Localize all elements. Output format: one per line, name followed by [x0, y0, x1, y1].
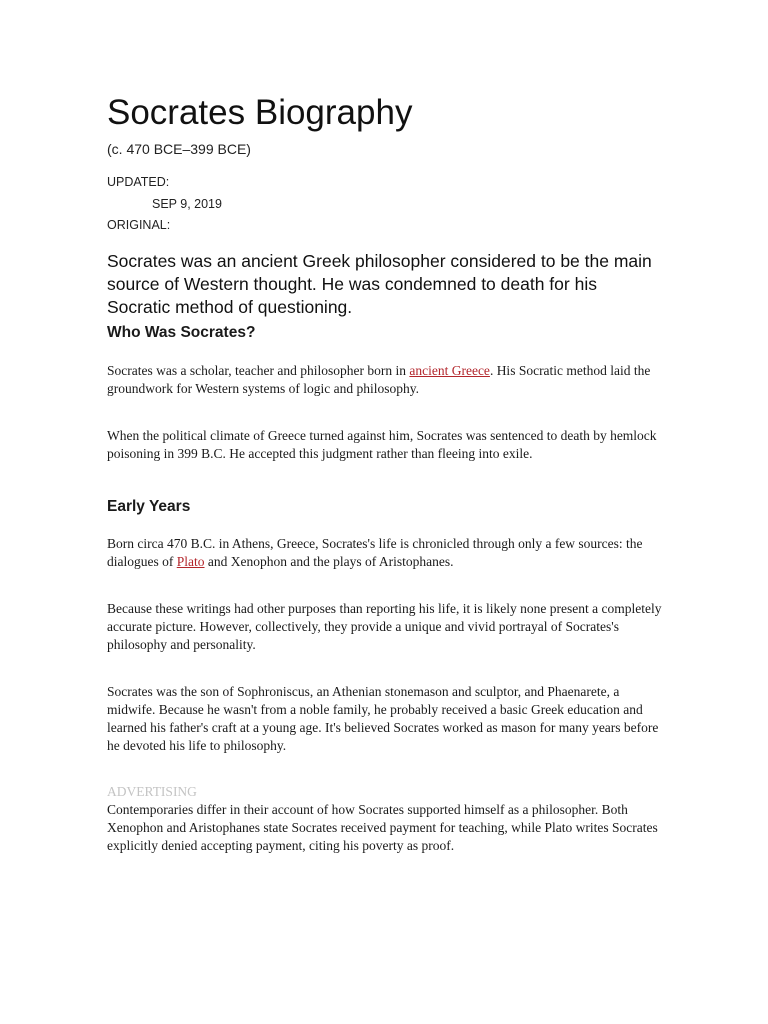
updated-date: SEP 9, 2019 [152, 197, 222, 211]
paragraph-early-4: Contemporaries differ in their account of how Socrates supported himself as a philosopher. Both Xenophon and Aristophanes state Socrates received payment for teaching, while Plato writes Socrates explicitly denied accepting payment, citing his poverty as proof. [107, 802, 658, 853]
paragraph-who-1 [107, 362, 663, 398]
updated-label: UPDATED: [107, 175, 170, 189]
paragraph-text: and Xenophon and the plays of Aristophanes. [204, 554, 454, 569]
plato-link[interactable]: Plato [176, 554, 205, 569]
paragraph-early-3: Socrates was the son of Sophroniscus, an Athenian stonemason and sculptor, and Phaenarete, a midwife. Because he wasn't from a noble family, he probably received a basic Greek education and learned his father's craft at a young age. It's believed Socrates worked as mason for many years before he devoted his life to philosophy. [107, 684, 659, 753]
heading-who-was-socrates: Who Was Socrates? [107, 324, 256, 341]
original-label: ORIGINAL: [107, 218, 171, 232]
article-lede: Socrates was an ancient Greek philosopher considered to be the main source of Western thought. He was condemned to death for his Socratic method of questioning. [107, 251, 652, 317]
paragraph-text: Socrates was a scholar, teacher and philosopher born in [107, 363, 410, 378]
paragraph-text: . His Socratic method laid the groundwork for Western systems of logic and philosophy. [107, 363, 651, 396]
paragraph-early-2: Because these writings had other purposes than reporting his life, it is likely none present a completely accurate picture. However, collectively, they provide a unique and vivid portrayal of Socrates's philosophy and personality. [107, 601, 662, 652]
life-dates: (c. 470 BCE–399 BCE) [107, 141, 251, 157]
page-title: Socrates Biography [107, 93, 413, 132]
ancient-greece-link[interactable]: ancient Greece [409, 363, 490, 378]
paragraph-who-2: When the political climate of Greece turned against him, Socrates was sentenced to death by hemlock poisoning in 399 B.C. He accepted this judgment rather than fleeing into exile. [107, 428, 657, 461]
advertising-label: ADVERTISING [107, 784, 197, 799]
heading-early-years: Early Years [107, 498, 191, 515]
paragraph-early-1 [107, 535, 663, 571]
paragraph-text: Born circa 470 B.C. in Athens, Greece, Socrates's life is chronicled through only a few sources: the dialogues of [107, 536, 643, 569]
